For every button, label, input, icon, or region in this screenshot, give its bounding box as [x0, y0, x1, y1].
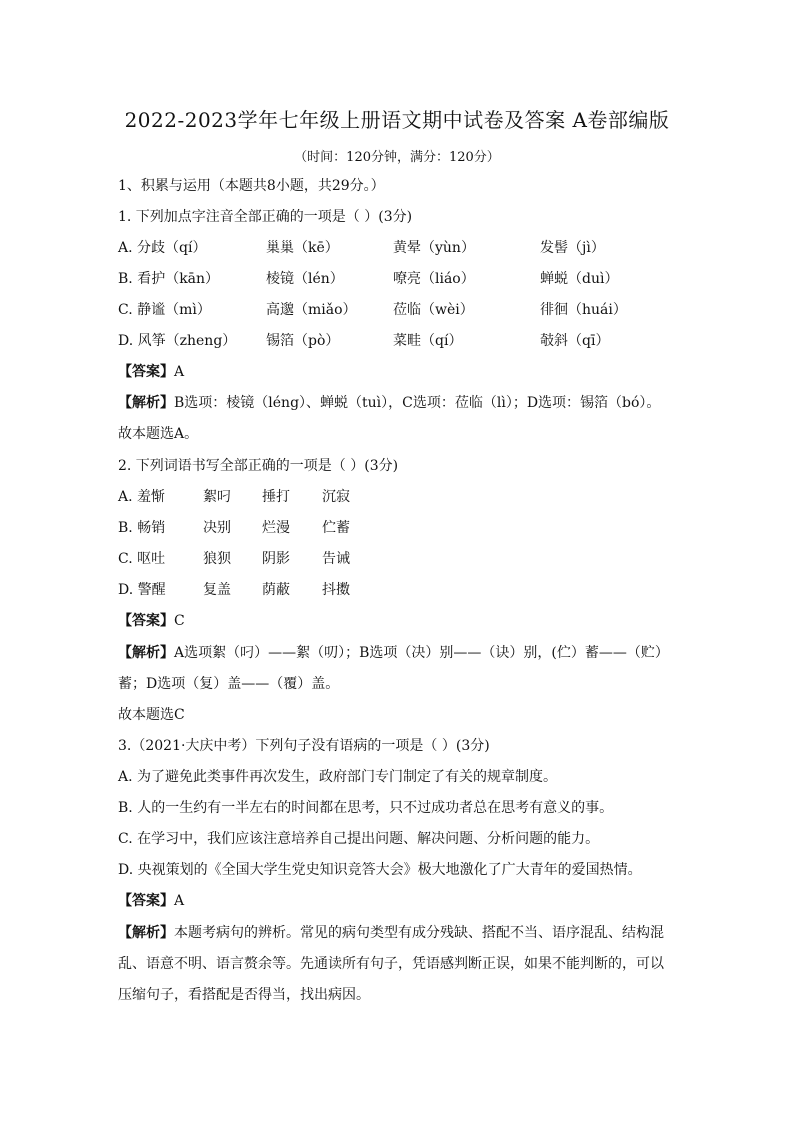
q2-answer [118, 611, 185, 631]
q3-answer [118, 891, 184, 911]
q2-stem: 2. 下列词语书写全部正确的一项是（ ）(3分) [118, 458, 399, 474]
q2-option-b-4: 伫蓄 [322, 520, 350, 536]
answer-tag: 【答案】 [118, 893, 174, 909]
answer-value: A [174, 893, 185, 909]
analysis-tag: 【解析】 [118, 395, 174, 411]
answer-value: C [174, 613, 185, 629]
q1-option-b-1: B. 看护（kān） [118, 271, 220, 287]
page-title: 2022-2023学年七年级上册语文期中试卷及答案 A卷部编版 [124, 108, 670, 132]
q3-analysis [118, 923, 664, 943]
analysis-text: B选项：棱镜（léng）、蝉蜕（tuì），C选项：莅临（lì）；D选项：锡箔（bó）。 [174, 395, 661, 411]
q3-analysis-cont-1: 乱、语意不明、语言赘余等。先通读所有句子，凭语感判断正误，如果不能判断的，可以 [118, 956, 664, 972]
q1-option-b-3: 嘹亮（liáo） [393, 271, 475, 287]
analysis-text: 本题考病句的辨析。常见的病句类型有成分残缺、搭配不当、语序混乱、结构混 [174, 925, 664, 941]
q2-option-a-2: 絮叼 [203, 489, 231, 505]
q1-option-d-3: 菜畦（qí） [393, 333, 463, 349]
q1-option-a-1: A. 分歧（qí） [118, 240, 207, 256]
q1-option-d-1: D. 风筝（zheng） [118, 333, 237, 349]
answer-tag: 【答案】 [118, 364, 174, 380]
q3-option-d: D. 央视策划的《全国大学生党史知识竞答大会》极大地激化了广大青年的爱国热情。 [118, 862, 642, 878]
q1-option-d-4: 攲斜（qī） [540, 333, 610, 349]
q1-option-c-2: 高邈（miǎo） [266, 302, 357, 318]
q2-option-b-2: 决别 [203, 520, 231, 536]
q3-option-b: B. 人的一生约有一半左右的时间都在思考，只不过成功者总在思考有意义的事。 [118, 800, 614, 816]
q2-option-c-2: 狼狈 [203, 551, 231, 567]
q1-option-b-4: 蝉蜕（duì） [540, 271, 619, 287]
q1-conclusion: 故本题选A。 [118, 426, 199, 442]
q2-option-d-2: 复盖 [203, 582, 231, 598]
section-heading: 1、积累与运用（本题共8小题，共29分。） [118, 178, 385, 194]
q2-conclusion: 故本题选C [118, 707, 185, 723]
q1-option-a-2: 巢巢（kē） [266, 240, 339, 256]
analysis-tag: 【解析】 [118, 925, 174, 941]
q1-analysis [118, 393, 660, 413]
q1-option-c-4: 徘徊（huái） [540, 302, 627, 318]
q2-option-d-1: D. 警醒 [118, 582, 166, 598]
answer-value: A [174, 364, 185, 380]
page-subtitle: （时间：120分钟，满分：120分） [294, 150, 500, 165]
q2-option-b-3: 烂漫 [262, 520, 290, 536]
q1-option-a-3: 黄晕（yùn） [393, 240, 475, 256]
q2-analysis-cont: 蓄；D选项（复）盖——（覆）盖。 [118, 676, 340, 692]
q2-option-d-3: 荫蔽 [262, 582, 290, 598]
q3-stem: 3.（2021·大庆中考）下列句子没有语病的一项是（ ）(3分) [118, 738, 490, 754]
analysis-text: A选项絮（叼）——絮（叨）；B选项（决）别——（诀）别，(伫）蓄——（贮） [174, 645, 669, 661]
q2-option-c-1: C. 呕吐 [118, 551, 166, 567]
q3-option-a: A. 为了避免此类事件再次发生，政府部门专门制定了有关的规章制度。 [118, 769, 558, 785]
q2-option-c-3: 阴影 [262, 551, 290, 567]
q2-option-c-4: 告诫 [322, 551, 350, 567]
q2-option-b-1: B. 畅销 [118, 520, 166, 536]
q2-option-a-3: 捶打 [262, 489, 290, 505]
analysis-tag: 【解析】 [118, 645, 174, 661]
q2-option-a-1: A. 羞惭 [118, 489, 166, 505]
q1-option-b-2: 棱镜（lén） [266, 271, 344, 287]
q1-option-a-4: 发髻（jì） [540, 240, 605, 256]
q2-option-a-4: 沉寂 [322, 489, 350, 505]
q1-answer [118, 362, 184, 382]
answer-tag: 【答案】 [118, 613, 174, 629]
q1-option-d-2: 锡箔（pò） [266, 333, 340, 349]
q3-analysis-cont-2: 压缩句子，看搭配是否得当，找出病因。 [118, 987, 370, 1003]
q1-stem: 1. 下列加点字注音全部正确的一项是（ ）(3分) [118, 209, 413, 225]
q1-option-c-3: 莅临（wèi） [393, 302, 474, 318]
q1-option-c-1: C. 静谧（mì） [118, 302, 211, 318]
q2-analysis [118, 643, 669, 663]
q3-option-c: C. 在学习中，我们应该注意培养自己提出问题、解决问题、分析问题的能力。 [118, 831, 600, 847]
q2-option-d-4: 抖擞 [322, 582, 350, 598]
